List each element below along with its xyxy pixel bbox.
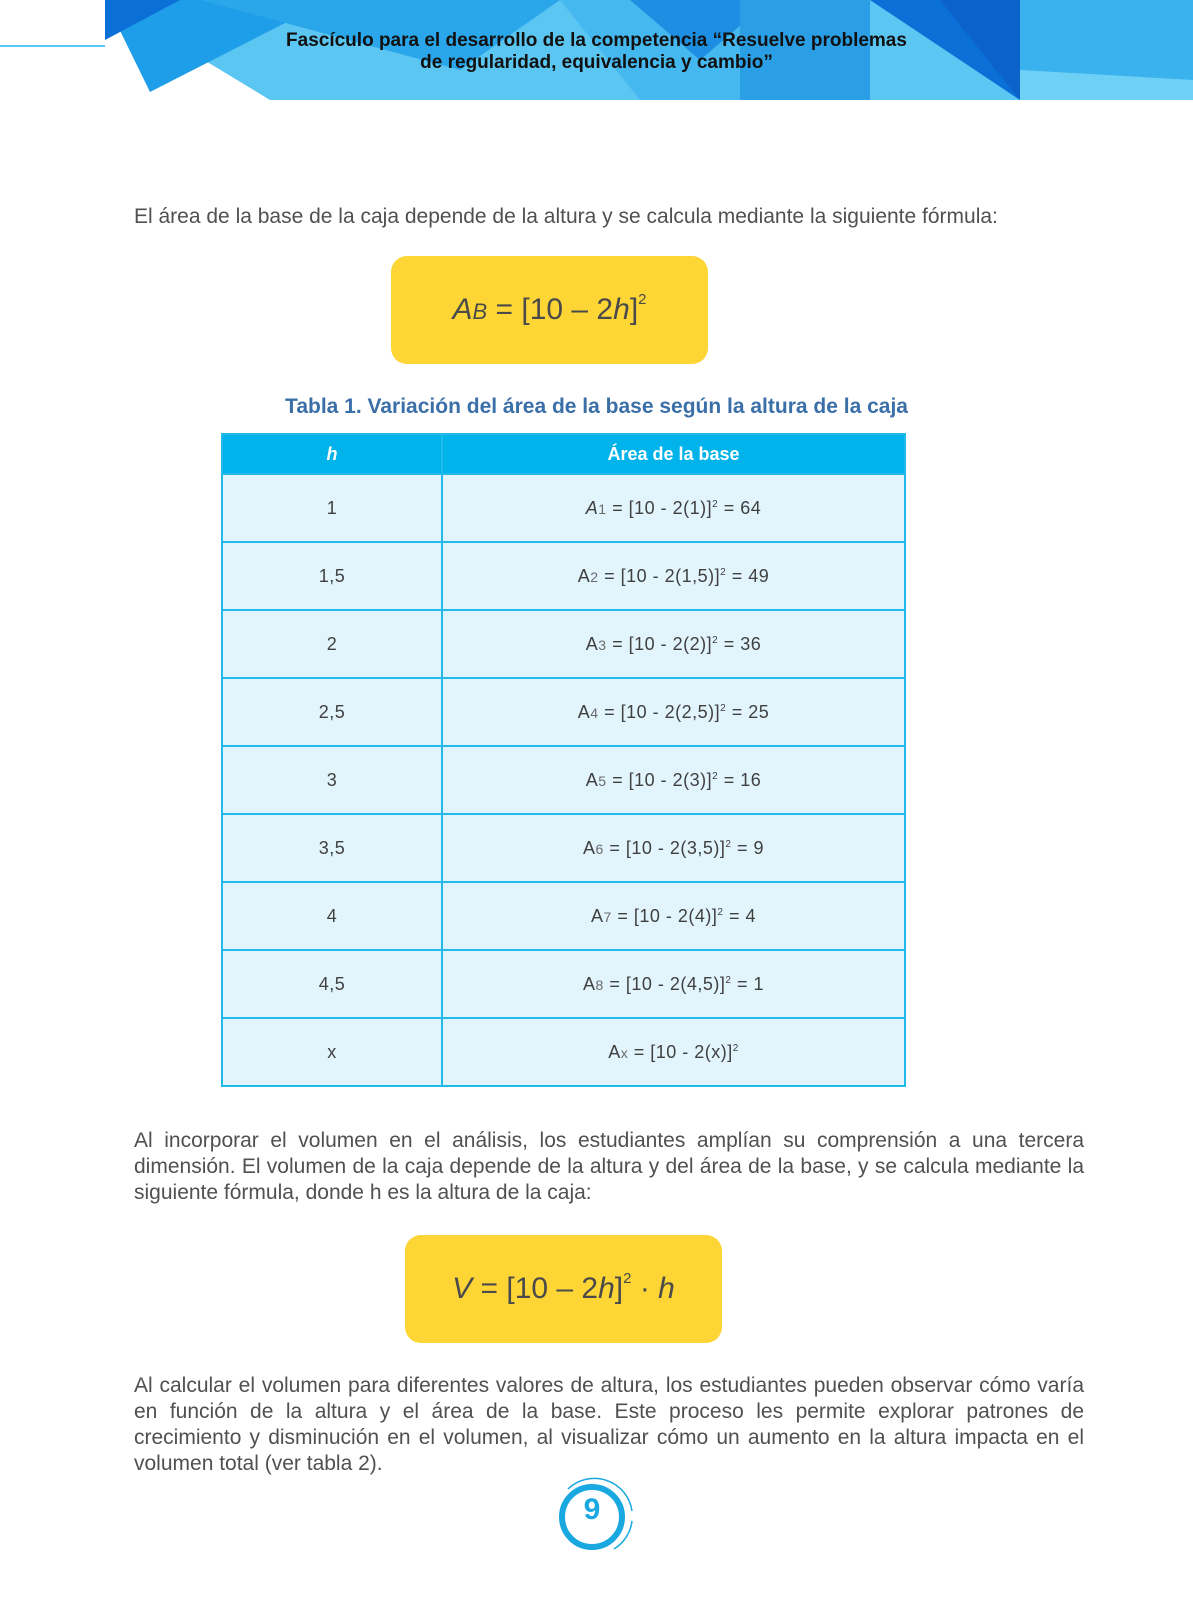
area-index: 7 [603,908,612,925]
area-exponent: 2 [725,838,732,850]
header-banner [0,0,1193,100]
area-index: 5 [598,772,607,789]
page-number: 9 [583,1493,601,1526]
formula2-operator: · [631,1272,659,1305]
cell-h: 1 [222,474,442,542]
area-table [221,433,906,1087]
formula1-var: h [613,293,630,326]
area-expression: = [10 - 2(2)] [606,633,713,654]
table-row [222,950,905,1018]
header-title [0,30,1193,74]
area-index: 4 [590,704,599,721]
area-result: = 1 [731,973,764,994]
area-expression: = [10 - 2(1)] [606,497,713,518]
area-expression: = [10 - 2(4,5)] [603,973,726,994]
area-exponent: 2 [725,974,732,986]
area-index: x [620,1044,629,1061]
area-result: = 25 [726,701,770,722]
area-expression: = [10 - 2(4)] [611,905,718,926]
area-expression: = [10 - 2(3)] [606,769,713,790]
area-exponent: 2 [712,498,719,510]
area-exponent: 2 [732,1042,739,1054]
cell-area [442,678,905,746]
volume-formula [405,1235,722,1343]
area-expression: = [10 - 2(x)] [628,1041,733,1062]
table-row [222,1018,905,1086]
formula1-exponent: 2 [638,291,647,308]
area-symbol: A [583,973,596,994]
base-area-formula [391,256,708,364]
table-row [222,542,905,610]
column-header-area: Área de la base [442,434,905,474]
area-expression: = [10 - 2(1,5)] [598,565,721,586]
formula2-close: ] [614,1272,624,1305]
area-index: 2 [590,568,599,585]
cell-h: 3,5 [222,814,442,882]
area-symbol: A [577,565,591,586]
formula2-eq: = [10 – 2 [472,1272,599,1305]
area-exponent: 2 [712,770,719,782]
area-result: = 4 [723,905,756,926]
formula2-lhs: V [452,1272,473,1305]
cell-area [442,882,905,950]
formula1-close: ] [629,293,639,326]
cell-h: 2 [222,610,442,678]
header-title-line1: Fascículo para el desarrollo de la competencia “Resuelve problemas [286,30,907,51]
area-result: = 49 [726,565,770,586]
area-symbol: A [591,905,604,926]
cell-area [442,1018,905,1086]
formula1-lhs-subscript: B [472,299,488,324]
area-symbol: A [585,769,599,790]
area-expression: = [10 - 2(2,5)] [598,701,721,722]
cell-h: 2,5 [222,678,442,746]
area-index: 1 [598,500,607,517]
page-number-badge [556,1475,636,1555]
header-title-line2: de regularidad, equivalencia y cambio” [420,52,773,73]
area-symbol: A [608,1041,621,1062]
formula1-lhs: A [452,293,473,326]
area-expression: = [10 - 2(3,5)] [603,837,726,858]
table-row [222,474,905,542]
area-symbol: A [577,701,591,722]
cell-h: 4,5 [222,950,442,1018]
intro-paragraph: El área de la base de la caja depende de la altura y se calcula mediante la siguiente fórmula: [134,205,998,228]
cell-h: 1,5 [222,542,442,610]
area-result: = 36 [718,633,762,654]
cell-area [442,814,905,882]
volume-paragraph: Al incorporar el volumen en el análisis, los estudiantes amplían su comprensión a una tercera dimensión. El volumen de la caja depende de la altura y del área de la base, y se calcula mediante la siguiente fórmula, donde h es la altura de la caja: [134,1129,1084,1204]
cell-area [442,610,905,678]
table-row [222,610,905,678]
closing-paragraph: Al calcular el volumen para diferentes valores de altura, los estudiantes pueden observar cómo varía en función de la altura y el área de la base. Este proceso les permite explorar patrones de crecimiento y disminución en el volumen, al visualizar cómo un aumento en la altura impacta en el volumen total (ver tabla 2). [134,1374,1084,1475]
area-exponent: 2 [717,906,724,918]
table-body [222,474,905,1086]
cell-h: x [222,1018,442,1086]
cell-h: 4 [222,882,442,950]
formula2-exponent: 2 [623,1270,632,1287]
area-symbol: A [583,837,596,858]
area-result: = 64 [718,497,762,518]
cell-area [442,542,905,610]
area-result: = 9 [731,837,764,858]
area-symbol: A [585,497,599,518]
area-index: 8 [595,976,604,993]
table-header-row [222,434,905,474]
cell-area [442,474,905,542]
formula1-eq: = [10 – 2 [487,293,614,326]
table-row [222,814,905,882]
column-header-h: h [222,434,442,474]
formula2-tail-var: h [658,1272,675,1305]
formula2-var: h [598,1272,615,1305]
cell-area [442,746,905,814]
area-index: 6 [595,840,604,857]
table-row [222,746,905,814]
table-caption: Tabla 1. Variación del área de la base según la altura de la caja [285,395,908,418]
cell-h: 3 [222,746,442,814]
area-index: 3 [598,636,607,653]
table-row [222,882,905,950]
area-symbol: A [585,633,599,654]
cell-area [442,950,905,1018]
area-result: = 16 [718,769,762,790]
area-exponent: 2 [712,634,719,646]
table-row [222,678,905,746]
area-exponent: 2 [720,702,727,714]
area-exponent: 2 [720,566,727,578]
